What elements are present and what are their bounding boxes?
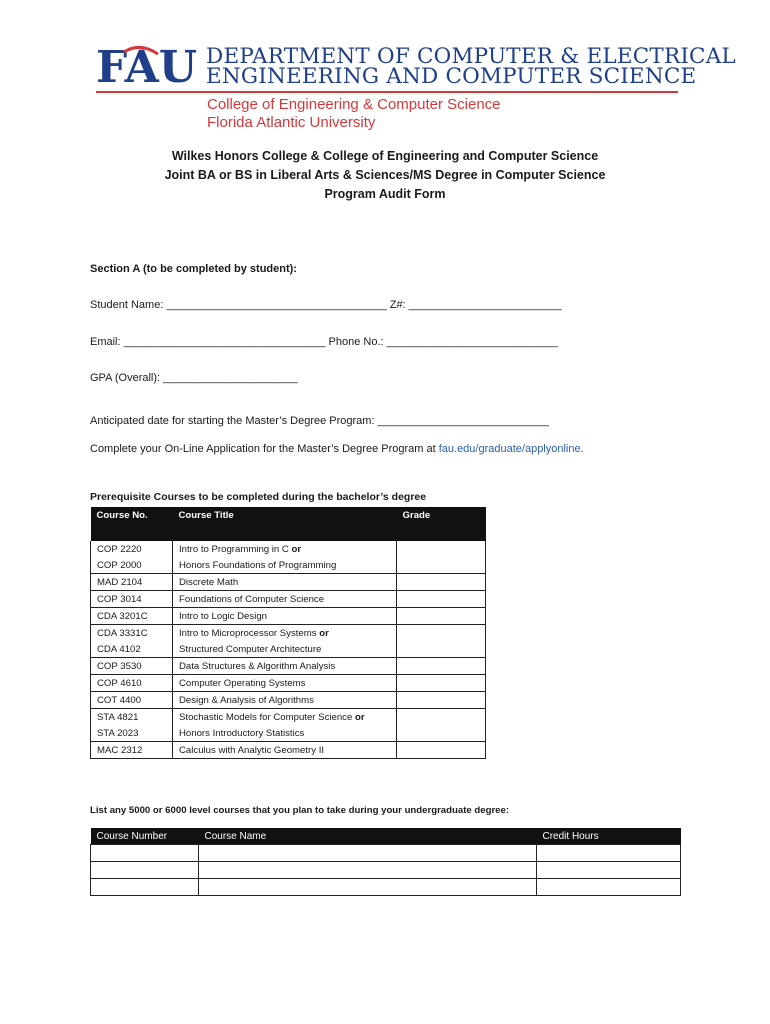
course-code: COP 3014 [91,591,173,608]
course-code: MAD 2104 [91,574,173,591]
or-label: or [354,711,365,723]
course-title-text: Intro to Microprocessor Systems [179,627,320,639]
course-title [173,591,397,608]
col-course-number: Course Number [91,828,199,845]
email-phone-field[interactable]: Email: _________________________________ Phone No.: ____________________________ [90,336,558,348]
course-title-text: Data Structures & Algorithm Analysis [179,660,336,672]
application-text: Complete your On-Line Application for the Master’s Degree Program at [90,443,439,455]
table-row [91,625,486,642]
application-end: . [580,443,584,455]
col-credit-hours: Credit Hours [537,828,681,845]
prereq-heading: Prerequisite Courses to be completed during the bachelor’s degree [90,491,427,503]
course-name-cell[interactable] [199,845,537,862]
header-divider [96,91,678,93]
form-title-line-1: Wilkes Honors College & College of Engineering and Computer Science [171,149,599,163]
course-title [173,742,397,759]
grade-cell[interactable] [397,591,486,608]
col-course-no: Course No. [91,507,173,541]
college-name: College of Engineering & Computer Science [207,96,501,113]
col-course-name: Course Name [199,828,537,845]
application-link[interactable]: fau.edu/graduate/applyonline [438,443,581,455]
course-title-text: Honors Foundations of Programming [179,559,337,571]
department-line-1: DEPARTMENT OF COMPUTER & ELECTRICAL [206,44,736,69]
table-row [91,675,486,692]
course-number-cell[interactable] [91,845,199,862]
course-code: COT 4400 [91,692,173,709]
course-title-text: Computer Operating Systems [179,677,306,689]
online-application-note [90,444,584,455]
course-name-cell[interactable] [199,862,537,879]
course-title-text: Honors Introductory Statistics [179,727,305,739]
course-number-cell[interactable] [91,862,199,879]
course-code: CDA 3331C [91,625,173,642]
or-label: or [291,543,302,555]
table-row [91,541,486,557]
grade-cell[interactable] [397,625,486,658]
table-row [91,879,681,896]
table-row [91,591,486,608]
form-title-line-3: Program Audit Form [324,187,446,201]
course-code: CDA 3201C [91,608,173,625]
fau-logo [96,44,200,88]
course-title-text: Intro to Programming in C [179,543,292,555]
course-code: CDA 4102 [91,641,173,658]
course-title-text: Intro to Logic Design [179,610,267,622]
grad-header-row [91,828,681,845]
table-row [91,845,681,862]
course-code: STA 2023 [91,725,173,742]
form-title-line-2: Joint BA or BS in Liberal Arts & Sciences/MS Degree in Computer Science [164,168,606,182]
course-code: MAC 2312 [91,742,173,759]
anticipated-date-field[interactable]: Anticipated date for starting the Master’s Degree Program: ____________________________ [90,415,549,427]
course-number-cell[interactable] [91,879,199,896]
credit-hours-cell[interactable] [537,879,681,896]
course-title [173,658,397,675]
course-title [173,692,397,709]
grade-cell[interactable] [397,692,486,709]
table-row [91,574,486,591]
department-line-2: ENGINEERING AND COMPUTER SCIENCE [206,64,697,89]
course-title [173,608,397,625]
course-code: COP 2220 [91,541,173,557]
university-name: Florida Atlantic University [207,114,376,131]
course-title [173,675,397,692]
grade-cell[interactable] [397,675,486,692]
table-row [91,608,486,625]
course-code: COP 4610 [91,675,173,692]
table-row [91,862,681,879]
grad-courses-table [90,828,681,896]
grade-cell[interactable] [397,541,486,574]
col-course-title: Course Title [173,507,397,541]
col-grade: Grade [397,507,486,541]
table-row [91,692,486,709]
student-name-field[interactable]: Student Name: ____________________________________ Z#: _________________________ [90,299,562,311]
fau-logo-icon [96,44,200,88]
table-row [91,658,486,675]
course-title [173,541,397,557]
credit-hours-cell[interactable] [537,845,681,862]
course-title-text: Discrete Math [179,576,239,588]
course-title [173,557,397,574]
fau-logo-text: FAU [96,44,198,88]
course-title-text: Stochastic Models for Computer Science [179,711,355,723]
course-title-text: Foundations of Computer Science [179,593,325,605]
grade-cell[interactable] [397,709,486,742]
or-label: or [319,627,329,639]
grad-courses-heading: List any 5000 or 6000 level courses that you plan to take during your undergraduate degree: [90,805,510,816]
grade-cell[interactable] [397,608,486,625]
prereq-header-row [91,507,486,541]
course-title-text: Design & Analysis of Algorithms [179,694,314,706]
grade-cell[interactable] [397,658,486,675]
table-row [91,709,486,726]
course-title-text: Calculus with Analytic Geometry II [179,744,325,756]
course-title [173,709,397,726]
grade-cell[interactable] [397,574,486,591]
course-name-cell[interactable] [199,879,537,896]
course-code: COP 3530 [91,658,173,675]
course-code: STA 4821 [91,709,173,726]
course-title [173,641,397,658]
course-title [173,625,397,642]
gpa-field[interactable]: GPA (Overall): ______________________ [90,372,298,384]
course-code: COP 2000 [91,557,173,574]
course-title [173,574,397,591]
section-a-heading: Section A (to be completed by student): [90,263,297,275]
grade-cell[interactable] [397,742,486,759]
credit-hours-cell[interactable] [537,862,681,879]
table-row [91,742,486,759]
course-title [173,725,397,742]
prereq-table [90,507,486,759]
course-title-text: Structured Computer Architecture [179,643,322,655]
